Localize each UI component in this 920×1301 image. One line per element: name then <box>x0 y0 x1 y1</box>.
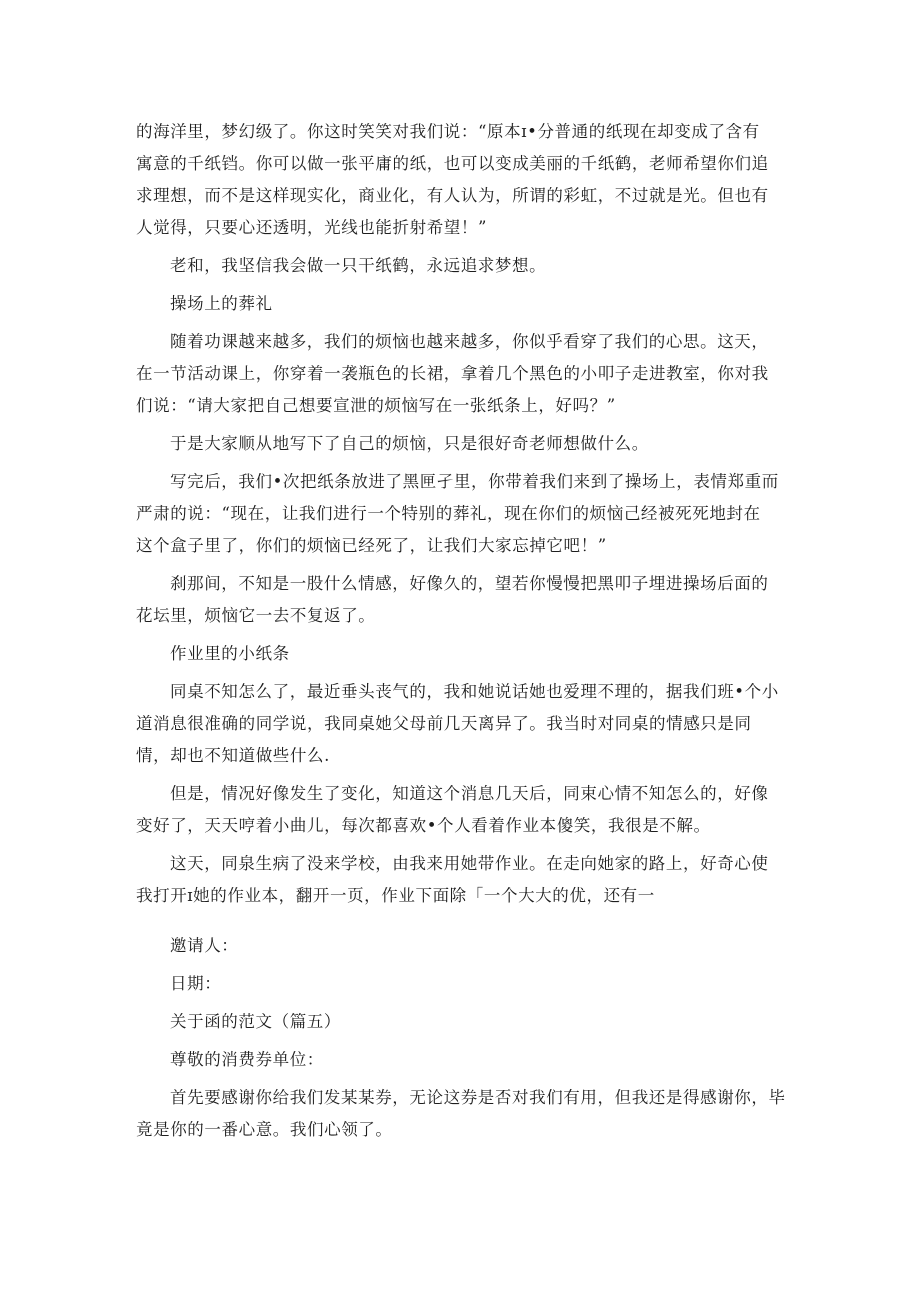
section-heading-playground-funeral <box>136 288 788 320</box>
text-line: 随着功课越来越多，我们的烦恼也越来越多，你似乎看穿了我们的心思。这天， <box>170 332 769 351</box>
paragraph-1 <box>136 116 788 244</box>
text-line: 于是大家顺从地写下了自己的烦恼，只是很好奇老师想做什么。 <box>170 434 649 453</box>
text-line: 人觉得，只要心还透明，光线也能折射希望！” <box>136 218 488 237</box>
text-line: 这个盒子里了，你们的烦恼已经死了，让我们大家忘掉它吧！” <box>136 536 607 555</box>
text-line: 操场上的葬礼 <box>170 294 273 313</box>
text-line: 刹那间，不知是一股什么情感，好像久的，望若你慢慢把黑叩子埋进操场后面的 <box>170 574 769 593</box>
letter-salutation <box>136 1044 788 1076</box>
document-body <box>136 116 788 1146</box>
paragraph-16 <box>136 1082 788 1146</box>
text-line: 严肃的说：“现在，让我们进行一个特别的葬礼，现在你们的烦恼己经被死死地封在 <box>136 504 761 523</box>
section-heading-homework-note <box>136 638 788 670</box>
text-line: 作业里的小纸条 <box>170 644 290 663</box>
paragraph-5 <box>136 428 788 460</box>
paragraph-9 <box>136 676 788 772</box>
text-line: 这天，同泉生病了没来学校，由我来用她带作业。在走向她家的路上，好奇心使 <box>170 854 769 873</box>
text-line: 老和，我坚信我会做一只干纸鹤，永远追求梦想。 <box>170 256 547 275</box>
text-line: 但是，情况好像发生了变化，知道这个消息几天后，同束心情不知怎么的，好像 <box>170 784 769 803</box>
text-line: 变好了，天天哼着小曲儿，每次都喜欢•个人看着作业本傻笑，我很是不解。 <box>136 816 711 835</box>
text-line: 在一节活动课上，你穿着一袭瓶色的长裙，拿着几个黑色的小叩子走进教室，你对我 <box>136 364 769 383</box>
text-line: 们说：“请大家把自己想要宣泄的烦恼写在一张纸条上，好吗？” <box>136 396 616 415</box>
text-line: 求理想，而不是这样现实化，商业化，有人认为，所谓的彩虹，不过就是光。但也有 <box>136 186 769 205</box>
paragraph-10 <box>136 778 788 842</box>
paragraph-7 <box>136 568 788 632</box>
text-line: 情，却也不知道做些什么. <box>136 746 330 765</box>
text-line: 我打开ɪ她的作业本，翻开一页，作业下面除「一个大大的优，还有一 <box>136 886 655 905</box>
paragraph-11 <box>136 848 788 912</box>
inviter-label <box>136 930 788 962</box>
text-line: 关于函的范文（篇五） <box>170 1012 341 1031</box>
paragraph-4 <box>136 326 788 422</box>
paragraph-2 <box>136 250 788 282</box>
text-line: 尊敬的消费券单位： <box>170 1050 324 1069</box>
section-heading-letter-sample-5 <box>136 1006 788 1038</box>
paragraph-6 <box>136 466 788 562</box>
date-label <box>136 968 788 1000</box>
text-line: 邀请人： <box>170 936 239 955</box>
text-line: 的海洋里，梦幻级了。你这时笑笑对我们说：“原本ɪ•分普通的纸现在却变成了含有 <box>136 122 760 141</box>
text-line: 日期： <box>170 974 222 993</box>
text-line: 竟是你的一番心意。我们心领了。 <box>136 1120 393 1139</box>
text-line: 花坛里，烦恼它一去不复返了。 <box>136 606 376 625</box>
text-line: 寓意的千纸铛。你可以做一张平庸的纸，也可以变成美丽的千纸鹤，老师希望你们追 <box>136 154 769 173</box>
text-line: 道消息很准确的同学说，我同桌她父母前几天离异了。我当时对同桌的情感只是同 <box>136 714 752 733</box>
text-line: 写完后，我们•次把纸条放进了黑匣孑里，你带着我们来到了操场上，表情郑重而 <box>170 472 779 491</box>
text-line: 首先要感谢你给我们发某某券，无论这券是否对我们有用，但我还是得感谢你，毕 <box>170 1088 786 1107</box>
text-line: 同桌不知怎么了，最近垂头丧气的，我和她说话她也爱理不理的，据我们班•个小 <box>170 682 779 701</box>
